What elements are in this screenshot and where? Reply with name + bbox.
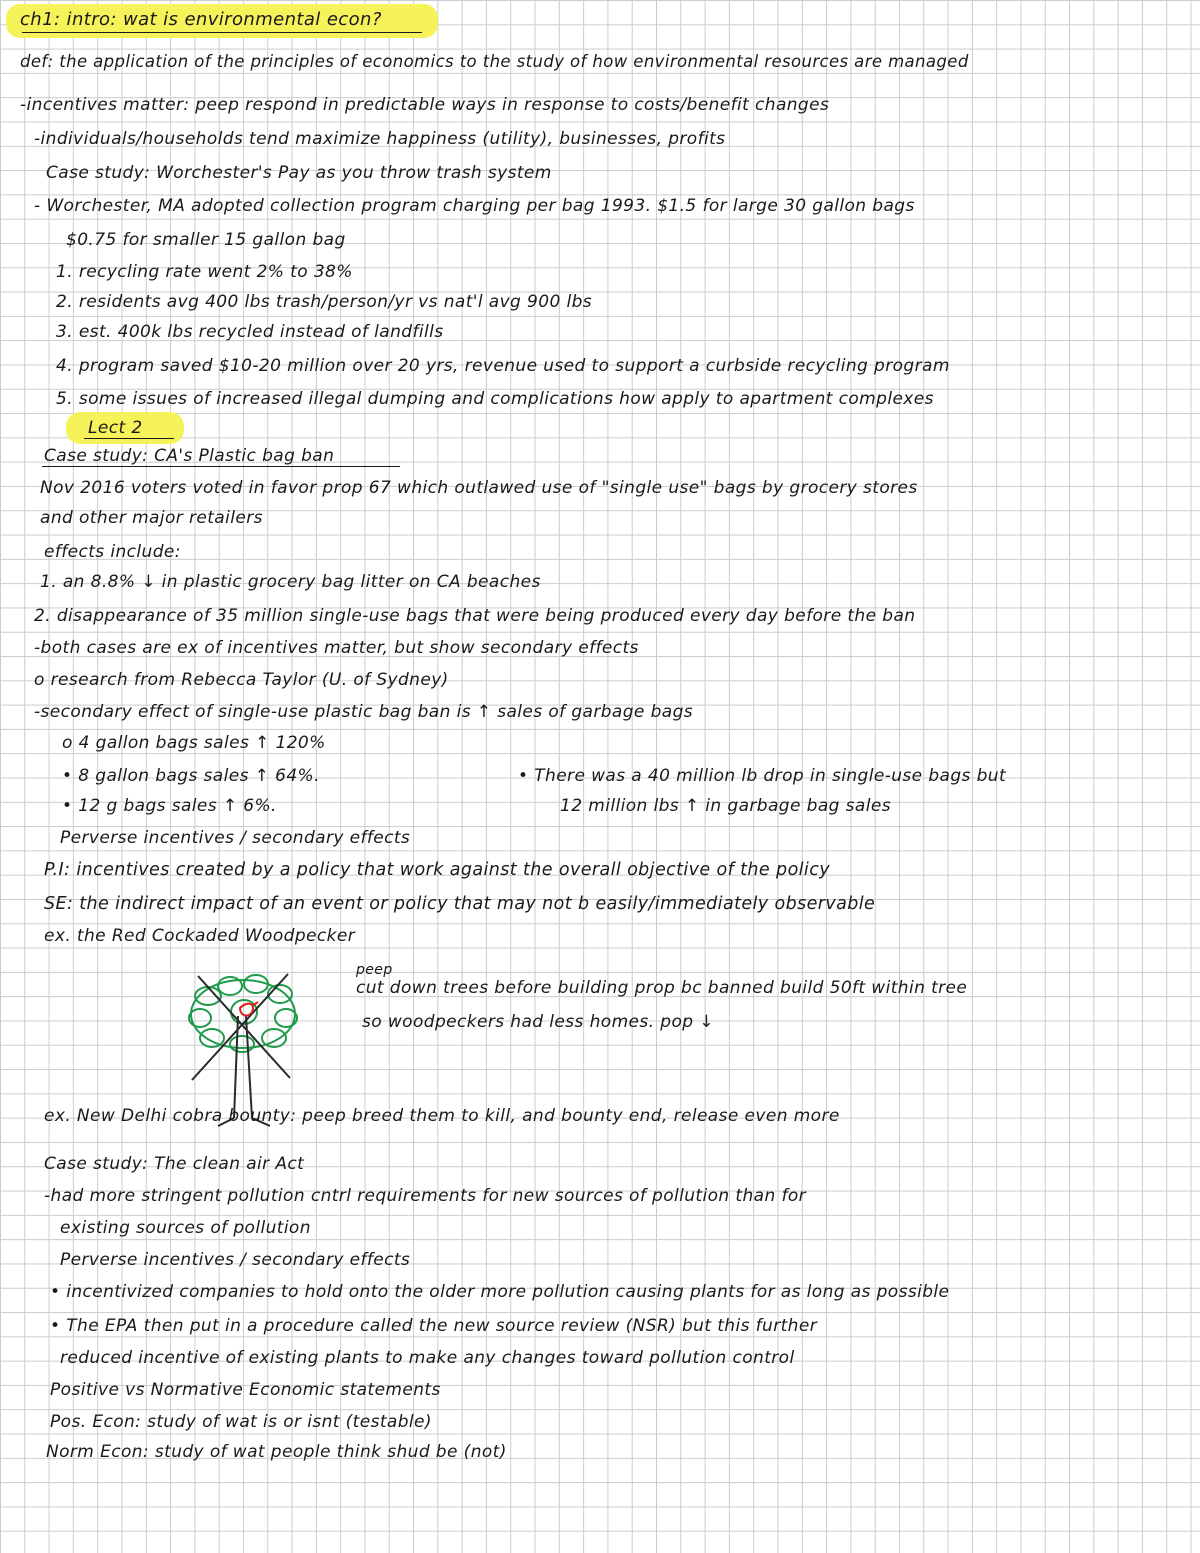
case-study-underline [42,466,400,467]
note-line: • 12 g bags sales ↑ 6%. [62,796,277,816]
note-line: -secondary effect of single-use plastic bag ban is ↑ sales of garbage bags [34,702,694,722]
lecture-underline [84,438,174,439]
note-line: Positive vs Normative Economic statements [50,1380,441,1400]
note-line: 5. some issues of increased illegal dumping and complications how apply to apartment complexes [56,389,934,409]
note-line: ex. the Red Cockaded Woodpecker [44,926,356,946]
note-line: def: the application of the principles of economics to the study of how environmental resources are managed [20,52,969,71]
note-line: Case study: Worchester's Pay as you throw trash system [46,163,552,183]
note-line: -both cases are ex of incentives matter, but show secondary effects [34,638,639,658]
note-line: 3. est. 400k lbs recycled instead of landfills [56,322,444,342]
note-line: and other major retailers [40,508,263,528]
note-line: Perverse incentives / secondary effects [60,1250,411,1270]
note-line: Nov 2016 voters voted in favor prop 67 which outlawed use of "single use" bags by grocery stores [40,478,918,498]
note-line: -had more stringent pollution cntrl requirements for new sources of pollution than for [44,1186,807,1206]
note-line: -incentives matter: peep respond in predictable ways in response to costs/benefit changes [20,95,830,115]
page-title: ch1: intro: wat is environmental econ? [20,9,382,30]
note-line: 1. recycling rate went 2% to 38% [56,262,353,282]
note-line: 4. program saved $10-20 million over 20 yrs, revenue used to support a curbside recycling program [56,356,950,376]
note-line: SE: the indirect impact of an event or policy that may not b easily/immediately observable [44,894,876,914]
title-underline [22,32,422,33]
note-line: • The EPA then put in a procedure called the new source review (NSR) but this further [50,1316,818,1336]
tree-drawing [178,968,308,1128]
note-line: 1. an 8.8% ↓ in plastic grocery bag litter on CA beaches [40,572,541,592]
note-line: Pos. Econ: study of wat is or isnt (testable) [50,1412,432,1432]
note-line: so woodpeckers had less homes. pop ↓ [362,1012,714,1032]
side-note-line: 12 million lbs ↑ in garbage bag sales [560,796,891,816]
note-line: 2. residents avg 400 lbs trash/person/yr vs nat'l avg 900 lbs [56,292,593,312]
note-line: o 4 gallon bags sales ↑ 120% [62,733,326,753]
note-line: • 8 gallon bags sales ↑ 64%. [62,766,320,786]
note-line: - Worchester, MA adopted collection program charging per bag 1993. $1.5 for large 30 gallon bags [34,196,915,216]
note-line: Norm Econ: study of wat people think shud be (not) [46,1442,507,1462]
note-line: reduced incentive of existing plants to make any changes toward pollution control [60,1348,795,1368]
case-study-heading: Case study: CA's Plastic bag ban [44,446,335,466]
note-line: • incentivized companies to hold onto the older more pollution causing plants for as long as possible [50,1282,950,1302]
note-line: o research from Rebecca Taylor (U. of Sydney) [34,670,449,690]
note-line: Perverse incentives / secondary effects [60,828,411,848]
note-line: 2. disappearance of 35 million single-use bags that were being produced every day before the ban [34,606,916,626]
note-line: cut down trees before building prop bc banned build 50ft within tree [356,978,968,998]
note-line: P.I: incentives created by a policy that work against the overall objective of the policy [44,860,830,880]
note-line: effects include: [44,542,181,562]
note-line: $0.75 for smaller 15 gallon bag [66,230,346,250]
note-line: existing sources of pollution [60,1218,311,1238]
side-note-line: • There was a 40 million lb drop in single-use bags but [518,766,1007,786]
note-line: Case study: The clean air Act [44,1154,305,1174]
note-line: peep [356,962,393,978]
note-line: -individuals/households tend maximize happiness (utility), businesses, profits [34,129,726,149]
lecture-label: Lect 2 [88,418,143,438]
note-line: ex. New Delhi cobra bounty: peep breed them to kill, and bounty end, release even more [44,1106,840,1126]
